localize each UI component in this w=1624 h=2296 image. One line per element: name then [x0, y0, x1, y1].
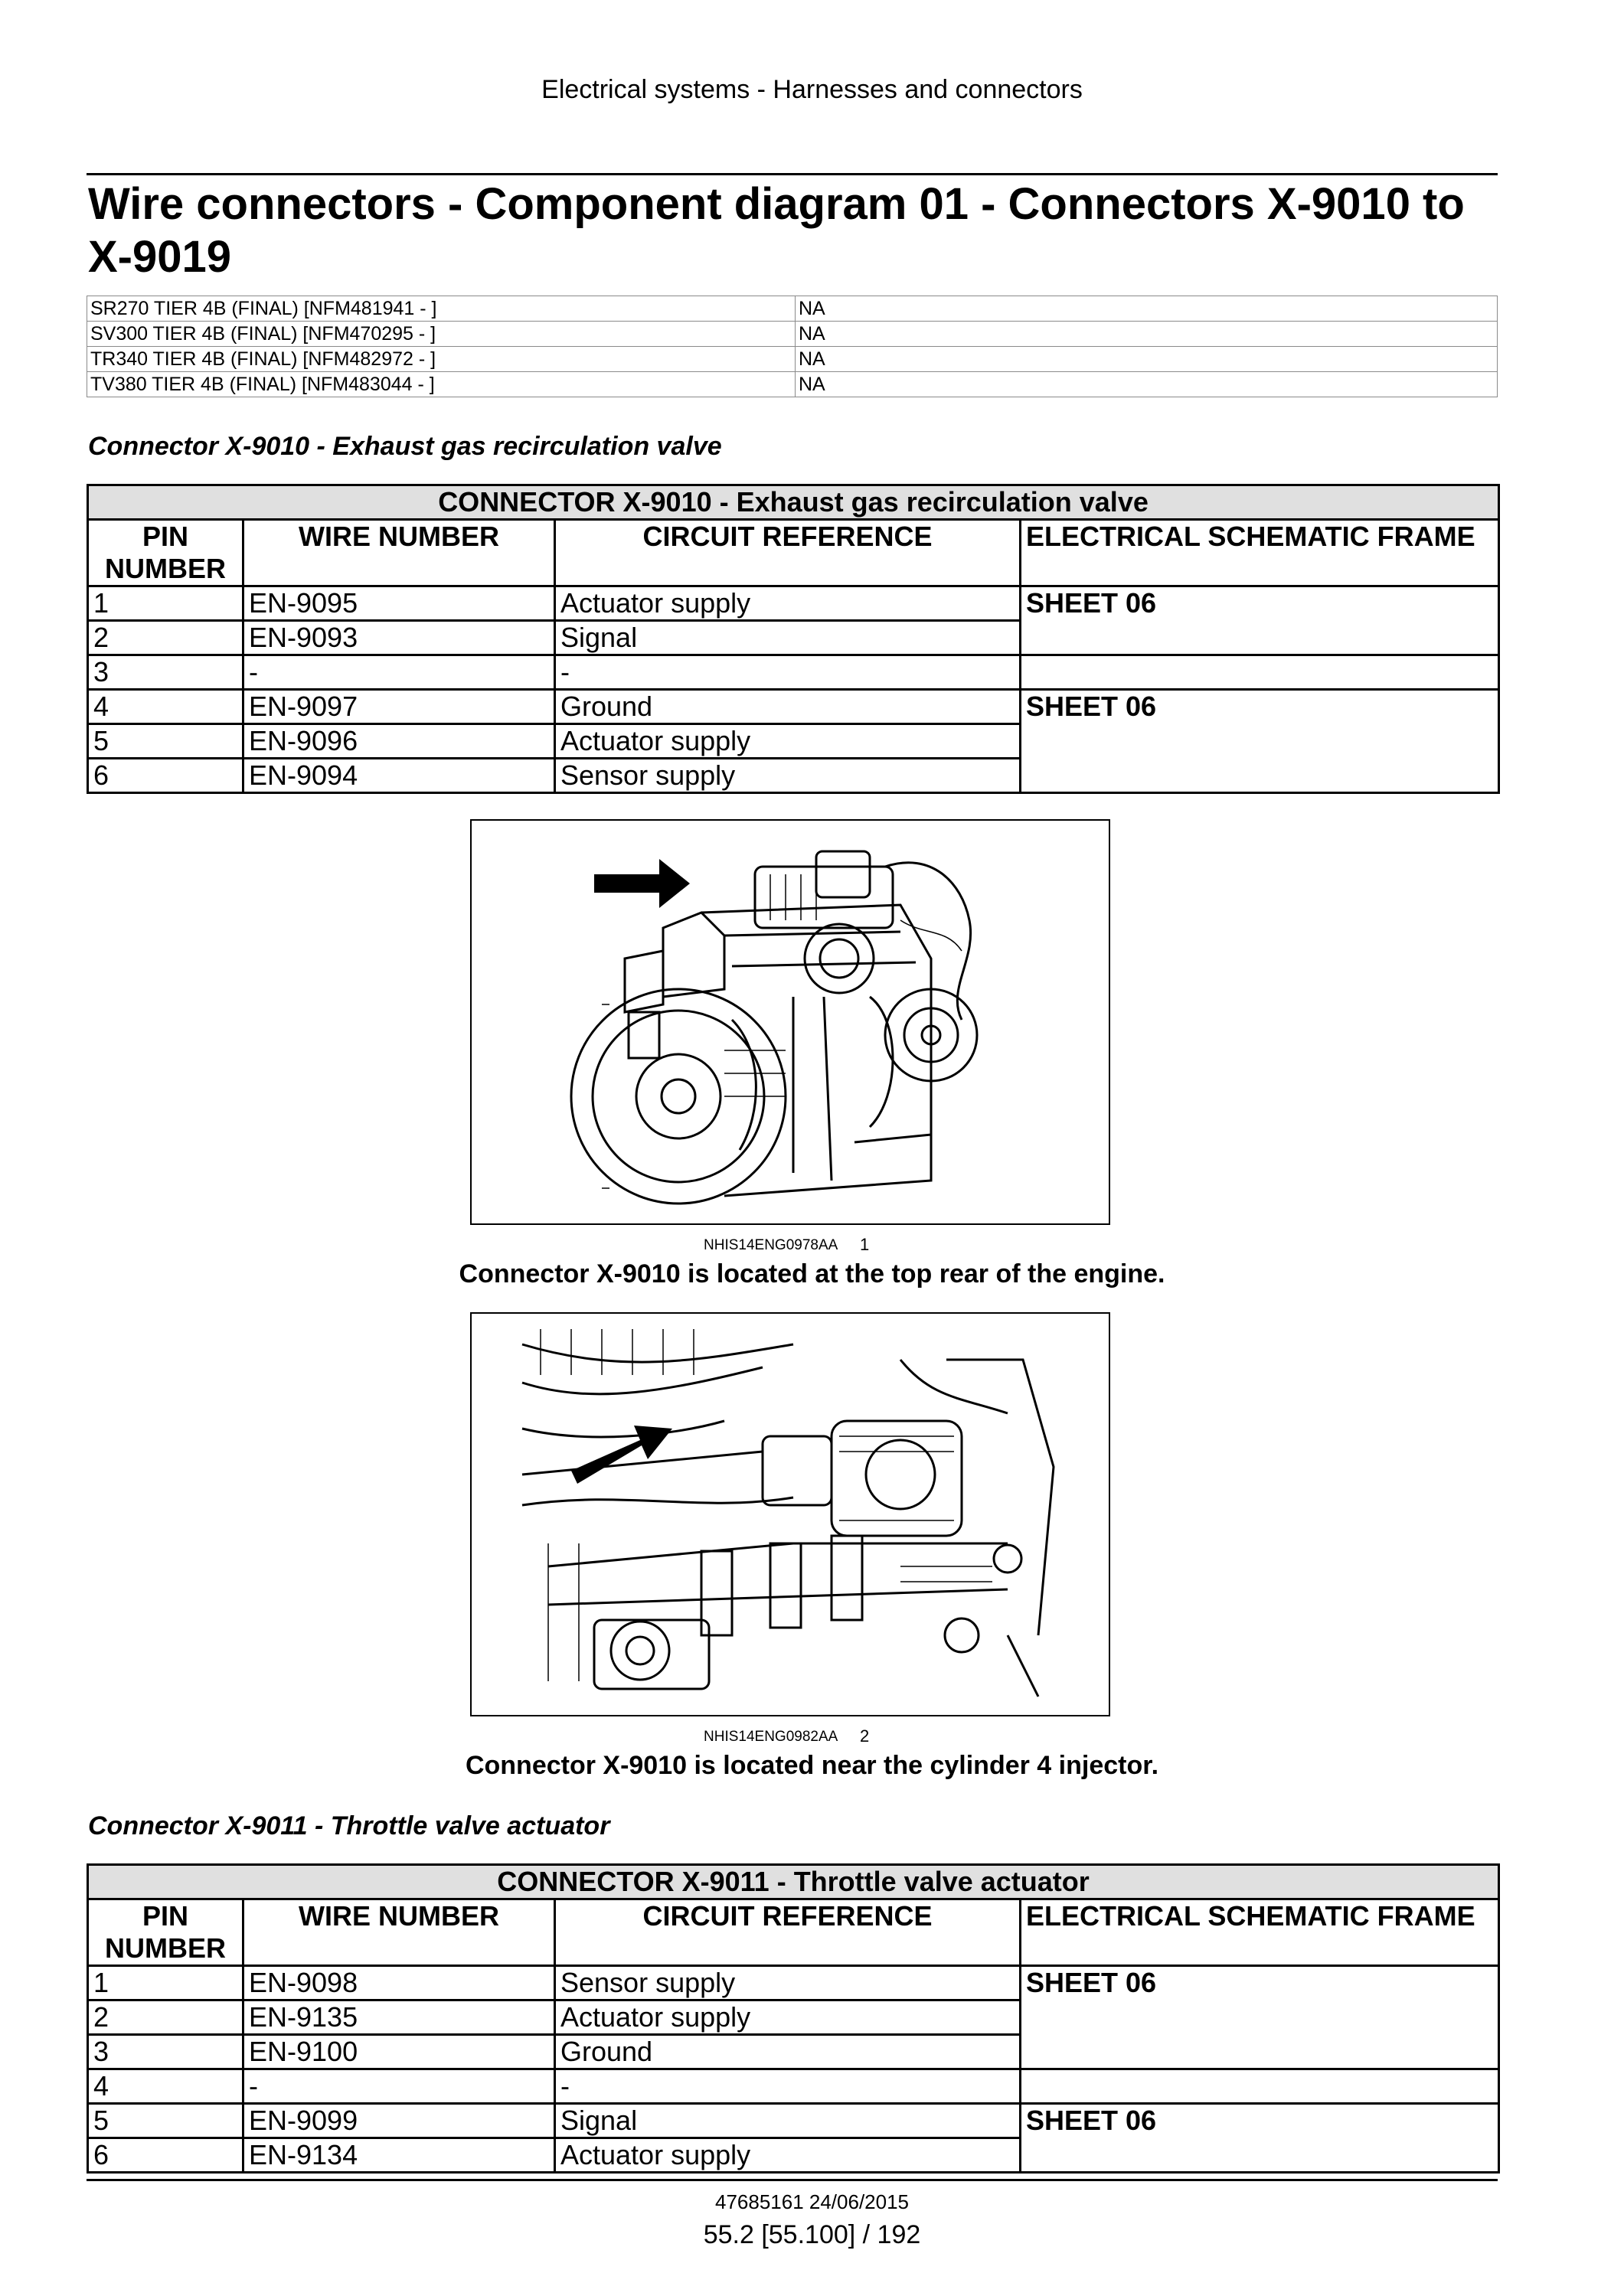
pin-number: 3 [88, 655, 243, 690]
wire-number: EN-9135 [243, 2000, 555, 2035]
model-value: NA [796, 347, 1498, 372]
circuit-reference: - [555, 2069, 1021, 2104]
model-name: SR270 TIER 4B (FINAL) [NFM481941 - ] [87, 296, 796, 322]
column-header-wire: WIRE NUMBER [243, 1899, 555, 1966]
schematic-frame: SHEET 06 [1021, 690, 1499, 793]
pin-number: 5 [88, 724, 243, 759]
table-row [88, 586, 1499, 621]
table-row [88, 1966, 1499, 2000]
figure-code: NHIS14ENG0982AA [704, 1729, 838, 1745]
wire-number: EN-9095 [243, 586, 555, 621]
footer-rule [87, 2179, 1498, 2181]
column-header-circuit: CIRCUIT REFERENCE [555, 520, 1021, 586]
circuit-reference: - [555, 655, 1021, 690]
section-heading-x9010: Connector X-9010 - Exhaust gas recirculation valve [88, 432, 722, 461]
circuit-reference: Ground [555, 690, 1021, 724]
section-heading-x9011: Connector X-9011 - Throttle valve actuator [88, 1811, 610, 1840]
circuit-reference: Signal [555, 2104, 1021, 2138]
column-header-pin: PIN NUMBER [88, 1899, 243, 1966]
wire-number: EN-9098 [243, 1966, 555, 2000]
figure-engine-overview [470, 819, 1110, 1225]
pin-number: 6 [88, 2138, 243, 2173]
schematic-frame-empty [1021, 655, 1499, 690]
wire-number: EN-9099 [243, 2104, 555, 2138]
figure-caption: Connector X-9010 is located at the top rear of the engine. [459, 1259, 1165, 1288]
circuit-reference: Actuator supply [555, 724, 1021, 759]
model-row [87, 322, 1498, 347]
model-row [87, 296, 1498, 322]
wire-number: EN-9100 [243, 2035, 555, 2069]
figure-number: 2 [860, 1726, 870, 1746]
table-row [88, 2069, 1499, 2104]
circuit-reference: Signal [555, 621, 1021, 655]
wire-number: - [243, 2069, 555, 2104]
pin-number: 1 [88, 586, 243, 621]
wire-number: EN-9097 [243, 690, 555, 724]
schematic-frame: SHEET 06 [1021, 586, 1499, 655]
model-row [87, 347, 1498, 372]
connector-table-x9010 [87, 484, 1500, 794]
table-row [88, 2104, 1499, 2138]
table-row [88, 655, 1499, 690]
closeup-illustration [472, 1314, 1109, 1715]
model-name: TV380 TIER 4B (FINAL) [NFM483044 - ] [87, 372, 796, 397]
document-reference: 47685161 24/06/2015 [714, 2190, 910, 2213]
pin-number: 5 [88, 2104, 243, 2138]
pin-number: 3 [88, 2035, 243, 2069]
wire-number: EN-9134 [243, 2138, 555, 2173]
circuit-reference: Sensor supply [555, 1966, 1021, 2000]
table-caption: CONNECTOR X-9010 - Exhaust gas recirculation valve [88, 485, 1499, 520]
column-header-frame: ELECTRICAL SCHEMATIC FRAME [1021, 520, 1499, 586]
header-rule [87, 173, 1498, 175]
pin-number: 1 [88, 1966, 243, 2000]
column-header-frame: ELECTRICAL SCHEMATIC FRAME [1021, 1899, 1499, 1966]
model-value: NA [796, 372, 1498, 397]
page-number: 55.2 [55.100] / 192 [703, 2220, 921, 2249]
model-row [87, 372, 1498, 397]
model-value: NA [796, 296, 1498, 322]
figure-caption: Connector X-9010 is located near the cylinder 4 injector. [465, 1751, 1159, 1780]
page-title: Wire connectors - Component diagram 01 - Connectors X-9010 to X-9019 [88, 179, 1465, 282]
wire-number: EN-9096 [243, 724, 555, 759]
pin-number: 2 [88, 621, 243, 655]
figure-injector-closeup [470, 1312, 1110, 1716]
model-name: TR340 TIER 4B (FINAL) [NFM482972 - ] [87, 347, 796, 372]
table-caption: CONNECTOR X-9011 - Throttle valve actuator [88, 1865, 1499, 1899]
column-header-pin: PIN NUMBER [88, 520, 243, 586]
circuit-reference: Ground [555, 2035, 1021, 2069]
schematic-frame: SHEET 06 [1021, 2104, 1499, 2173]
locator-arrow-icon [594, 859, 690, 908]
pin-number: 4 [88, 690, 243, 724]
figure-number: 1 [860, 1235, 870, 1254]
column-header-wire: WIRE NUMBER [243, 520, 555, 586]
circuit-reference: Sensor supply [555, 759, 1021, 793]
wire-number: EN-9093 [243, 621, 555, 655]
schematic-frame: SHEET 06 [1021, 1966, 1499, 2069]
locator-arrow-icon [571, 1426, 672, 1484]
pin-number: 4 [88, 2069, 243, 2104]
pin-number: 6 [88, 759, 243, 793]
models-table [87, 296, 1498, 397]
circuit-reference: Actuator supply [555, 586, 1021, 621]
pin-number: 2 [88, 2000, 243, 2035]
connector-table-x9011 [87, 1863, 1500, 2174]
column-header-circuit: CIRCUIT REFERENCE [555, 1899, 1021, 1966]
figure-code: NHIS14ENG0978AA [704, 1237, 838, 1253]
model-value: NA [796, 322, 1498, 347]
schematic-frame-empty [1021, 2069, 1499, 2104]
model-name: SV300 TIER 4B (FINAL) [NFM470295 - ] [87, 322, 796, 347]
circuit-reference: Actuator supply [555, 2138, 1021, 2173]
circuit-reference: Actuator supply [555, 2000, 1021, 2035]
table-row [88, 690, 1499, 724]
wire-number: - [243, 655, 555, 690]
running-header: Electrical systems - Harnesses and connectors [541, 75, 1083, 104]
wire-number: EN-9094 [243, 759, 555, 793]
engine-illustration [472, 821, 1109, 1223]
